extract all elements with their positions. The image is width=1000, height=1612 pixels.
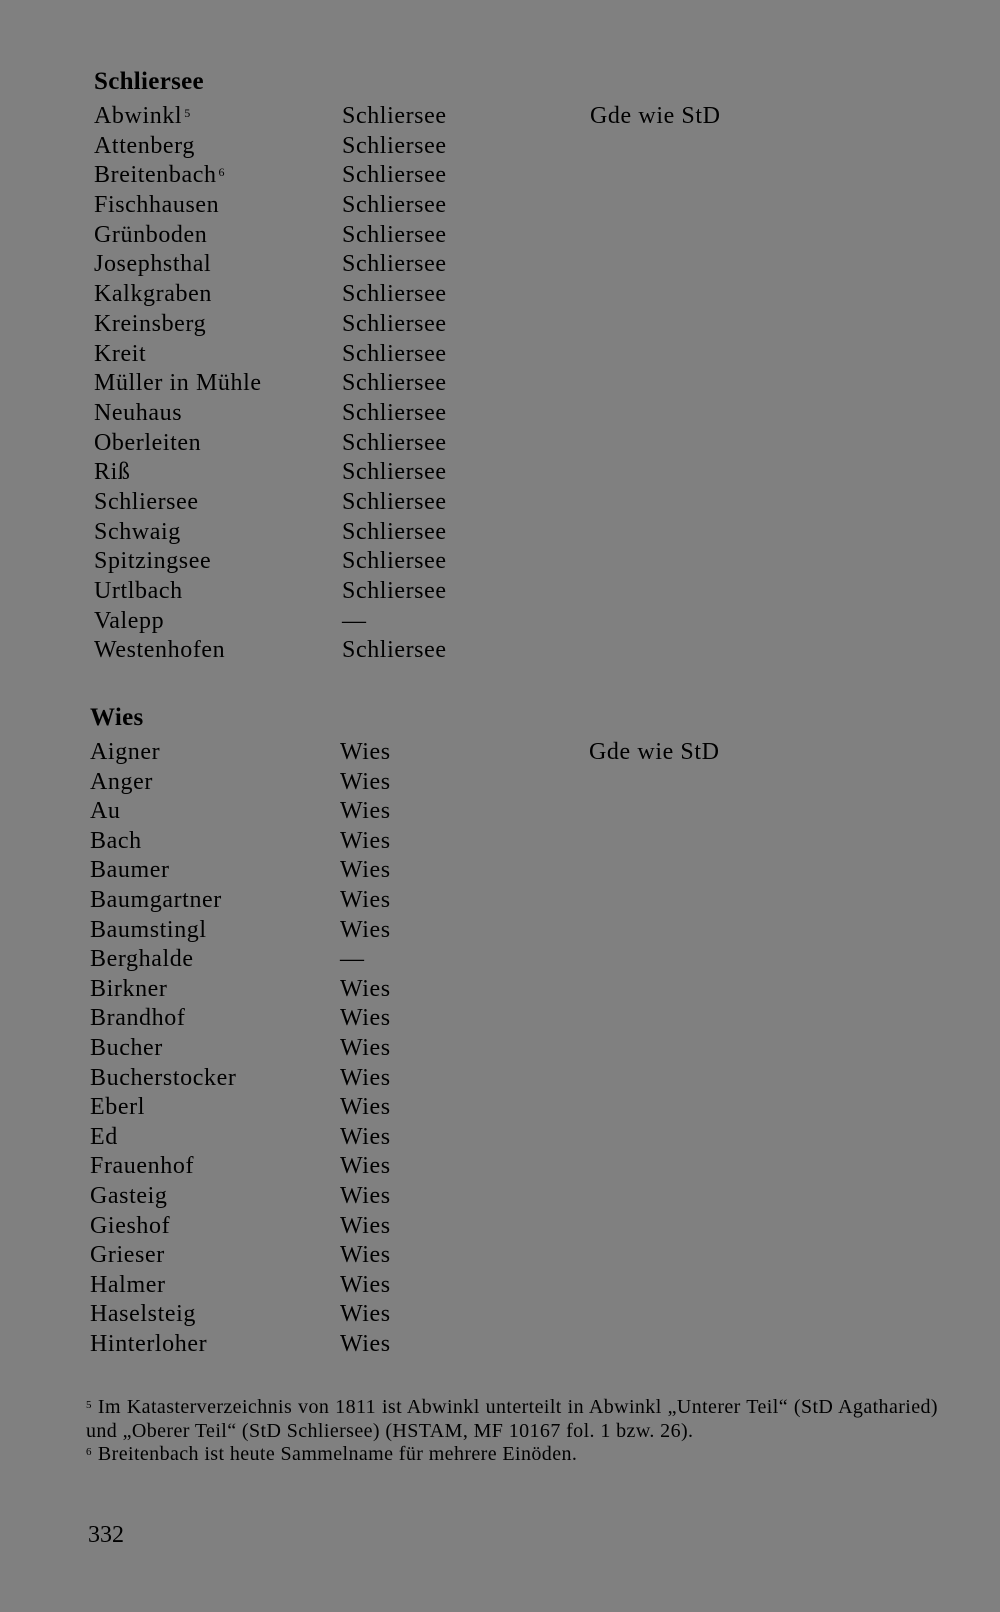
place-name-cell xyxy=(90,797,121,827)
place-name: Eberl xyxy=(90,1094,145,1121)
page-number: 332 xyxy=(88,1522,124,1548)
municipality-cell: Schliersee xyxy=(342,103,447,129)
place-name-cell xyxy=(90,768,153,798)
place-name: Haselsteig xyxy=(90,1301,196,1328)
place-name: Riß xyxy=(94,459,131,486)
municipality-cell: Wies xyxy=(340,1212,391,1239)
municipality-cell: Wies xyxy=(340,1271,391,1298)
section-title: Schliersee xyxy=(94,68,204,95)
municipality-cell: Schliersee xyxy=(342,578,447,604)
place-name: Urtlbach xyxy=(94,578,183,604)
place-name-cell xyxy=(90,1271,166,1301)
place-name-cell xyxy=(94,102,191,132)
place-name: Hinterloher xyxy=(90,1330,208,1357)
municipality-cell: Wies xyxy=(340,975,391,1002)
place-name: Attenberg xyxy=(94,132,195,159)
footnote-ref: 5 xyxy=(184,106,191,120)
place-name: Müller in Mühle xyxy=(94,370,262,397)
place-name: Grieser xyxy=(90,1242,165,1269)
municipality-cell: Wies xyxy=(340,1242,391,1269)
municipality-cell: Schliersee xyxy=(342,518,447,545)
table-row xyxy=(90,886,391,916)
place-name: Fischhausen xyxy=(94,192,220,219)
table-row xyxy=(94,280,447,310)
table-row xyxy=(90,1212,391,1242)
municipality-cell: Schliersee xyxy=(342,281,447,308)
place-name-cell xyxy=(90,1093,145,1123)
table-row xyxy=(94,102,721,132)
place-name-cell xyxy=(94,310,206,340)
municipality-cell: Wies xyxy=(340,916,391,943)
table-row xyxy=(90,1241,391,1271)
table-row xyxy=(94,310,447,340)
place-name-cell xyxy=(90,1034,163,1064)
place-name-cell xyxy=(90,1182,168,1212)
place-name: Kreinsberg xyxy=(94,310,207,337)
place-name-cell xyxy=(94,132,195,162)
section-rows xyxy=(94,102,721,666)
place-name-cell xyxy=(90,827,142,857)
note-cell: Gde wie StD xyxy=(589,739,720,765)
municipality-cell: Schliersee xyxy=(342,221,447,248)
place-name: Abwinkl xyxy=(94,103,183,129)
place-name: Schliersee xyxy=(94,488,199,515)
table-row xyxy=(90,1271,391,1301)
place-name-cell xyxy=(90,945,194,975)
place-name: Bucherstocker xyxy=(90,1064,237,1091)
table-row xyxy=(94,132,447,162)
section-title: Wies xyxy=(90,704,144,731)
footnote-6 xyxy=(86,1443,938,1467)
table-row xyxy=(90,1004,391,1034)
table-row xyxy=(94,607,367,637)
place-name-cell xyxy=(90,1212,170,1242)
municipality-cell: — xyxy=(342,607,367,634)
place-name-cell xyxy=(94,607,164,637)
municipality-cell: Schliersee xyxy=(342,132,447,159)
table-row xyxy=(90,827,391,857)
municipality-cell: Schliersee xyxy=(342,310,447,337)
municipality-cell: Wies xyxy=(340,739,391,765)
place-name-cell xyxy=(94,191,219,221)
place-name-cell xyxy=(90,1300,196,1330)
place-name-cell xyxy=(94,518,181,548)
municipality-cell: Wies xyxy=(340,1153,391,1180)
table-row xyxy=(94,250,447,280)
place-name: Bucher xyxy=(90,1034,163,1061)
table-row xyxy=(94,577,447,607)
place-name: Westenhofen xyxy=(94,637,226,664)
place-name: Josephsthal xyxy=(94,251,212,278)
table-row xyxy=(94,161,447,191)
place-name: Oberleiten xyxy=(94,429,202,456)
place-name: Spitzingsee xyxy=(94,548,212,575)
place-name: Gasteig xyxy=(90,1182,168,1209)
municipality-cell: Wies xyxy=(340,857,391,884)
table-row xyxy=(90,768,391,798)
place-name: Anger xyxy=(90,768,153,795)
place-name-cell xyxy=(94,488,199,518)
municipality-cell: Schliersee xyxy=(342,251,447,278)
place-name: Valepp xyxy=(94,607,165,634)
place-name: Berghalde xyxy=(90,946,194,973)
footnote-number: 6 xyxy=(86,1446,92,1458)
table-row xyxy=(90,1152,391,1182)
table-row xyxy=(94,369,447,399)
municipality-cell: Schliersee xyxy=(342,459,447,486)
municipality-cell: Wies xyxy=(340,1182,391,1209)
municipality-cell: Wies xyxy=(340,1094,391,1121)
place-name-cell xyxy=(94,369,262,399)
municipality-cell: Wies xyxy=(340,886,391,913)
place-name: Gieshof xyxy=(90,1212,171,1239)
place-name-cell xyxy=(94,250,211,280)
municipality-cell: Wies xyxy=(340,798,391,825)
place-name-cell xyxy=(94,636,225,666)
municipality-cell: Schliersee xyxy=(342,548,447,575)
place-name-cell xyxy=(94,577,183,607)
table-row xyxy=(94,399,447,429)
table-row xyxy=(90,1123,391,1153)
place-name-cell xyxy=(94,429,201,459)
municipality-cell: Wies xyxy=(340,1005,391,1032)
place-name-cell xyxy=(90,1064,236,1094)
table-row xyxy=(94,636,447,666)
table-row xyxy=(90,945,365,975)
table-row xyxy=(90,1064,391,1094)
place-name-cell xyxy=(94,280,212,310)
table-row xyxy=(94,518,447,548)
table-row xyxy=(90,1093,391,1123)
municipality-cell: Schliersee xyxy=(342,637,447,664)
place-name-cell xyxy=(90,738,160,768)
table-row xyxy=(90,1034,391,1064)
municipality-cell: Schliersee xyxy=(342,429,447,456)
place-name: Breitenbach xyxy=(94,162,217,189)
municipality-cell: — xyxy=(340,946,365,973)
municipality-cell: Schliersee xyxy=(342,399,447,426)
section-wies xyxy=(90,702,720,1359)
table-row xyxy=(90,1300,391,1330)
place-name: Kreit xyxy=(94,340,147,367)
place-name-cell xyxy=(94,161,225,191)
place-name-cell xyxy=(90,886,222,916)
footnote-ref: 6 xyxy=(218,165,226,180)
place-name: Brandhof xyxy=(90,1005,186,1032)
table-row xyxy=(90,1182,391,1212)
place-name: Birkner xyxy=(90,975,168,1002)
municipality-cell: Wies xyxy=(340,1034,391,1061)
place-name-cell xyxy=(90,1330,207,1360)
table-row xyxy=(94,191,447,221)
municipality-cell: Wies xyxy=(340,1064,391,1091)
place-name-cell xyxy=(90,1123,118,1153)
place-name: Aigner xyxy=(90,739,161,765)
place-name: Baumer xyxy=(90,857,170,884)
place-name-cell xyxy=(90,975,168,1005)
table-row xyxy=(90,856,391,886)
place-name: Bach xyxy=(90,827,142,854)
footnote-text: Breitenbach ist heute Sammelname für mehrere Einöden. xyxy=(97,1443,578,1465)
municipality-cell: Schliersee xyxy=(342,162,447,189)
table-row xyxy=(94,340,447,370)
place-name-cell xyxy=(90,1152,194,1182)
place-name-cell xyxy=(94,340,146,370)
municipality-cell: Wies xyxy=(340,768,391,795)
place-name: Neuhaus xyxy=(94,399,183,426)
table-row xyxy=(90,738,720,768)
municipality-cell: Wies xyxy=(340,1330,391,1357)
table-row xyxy=(94,488,447,518)
place-name-cell xyxy=(94,221,207,251)
municipality-cell: Wies xyxy=(340,1301,391,1328)
place-name: Au xyxy=(90,798,121,825)
footnotes xyxy=(86,1396,938,1467)
municipality-cell: Schliersee xyxy=(342,340,447,367)
place-name: Baumgartner xyxy=(90,886,222,913)
municipality-cell: Schliersee xyxy=(342,370,447,397)
place-name-cell xyxy=(90,916,207,946)
place-name: Schwaig xyxy=(94,518,181,545)
footnote-number: 5 xyxy=(86,1399,92,1411)
table-row xyxy=(94,458,447,488)
table-row xyxy=(90,975,391,1005)
place-name: Grünboden xyxy=(94,221,208,248)
table-row xyxy=(90,916,391,946)
footnote-text: Im Katasterverzeichnis von 1811 ist Abwinkl unterteilt in Abwinkl „Unterer Teil“ (StD Agatharied) und „Oberer Teil“ (StD Schliersee) (HSTAM, MF 10167 fol. 1 bzw. 26). xyxy=(86,1396,938,1442)
municipality-cell: Schliersee xyxy=(342,488,447,515)
table-row xyxy=(94,221,447,251)
place-name-cell xyxy=(90,1004,185,1034)
table-row xyxy=(94,429,447,459)
place-name-cell xyxy=(90,1241,165,1271)
table-row xyxy=(94,547,447,577)
note-cell: Gde wie StD xyxy=(590,103,721,129)
place-name: Ed xyxy=(90,1123,118,1150)
municipality-cell: Wies xyxy=(340,1123,391,1150)
place-name: Baumstingl xyxy=(90,916,207,943)
place-name-cell xyxy=(90,856,170,886)
table-row xyxy=(90,797,391,827)
section-rows xyxy=(90,738,720,1359)
footnote-5 xyxy=(86,1396,938,1443)
municipality-cell: Wies xyxy=(340,827,391,854)
section-schliersee xyxy=(94,66,721,666)
place-name: Halmer xyxy=(90,1271,166,1298)
municipality-cell: Schliersee xyxy=(342,192,447,219)
place-name-cell xyxy=(94,399,182,429)
place-name-cell xyxy=(94,547,211,577)
place-name: Kalkgraben xyxy=(94,281,212,308)
table-row xyxy=(90,1330,391,1360)
place-name-cell xyxy=(94,458,130,488)
place-name: Frauenhof xyxy=(90,1153,195,1180)
